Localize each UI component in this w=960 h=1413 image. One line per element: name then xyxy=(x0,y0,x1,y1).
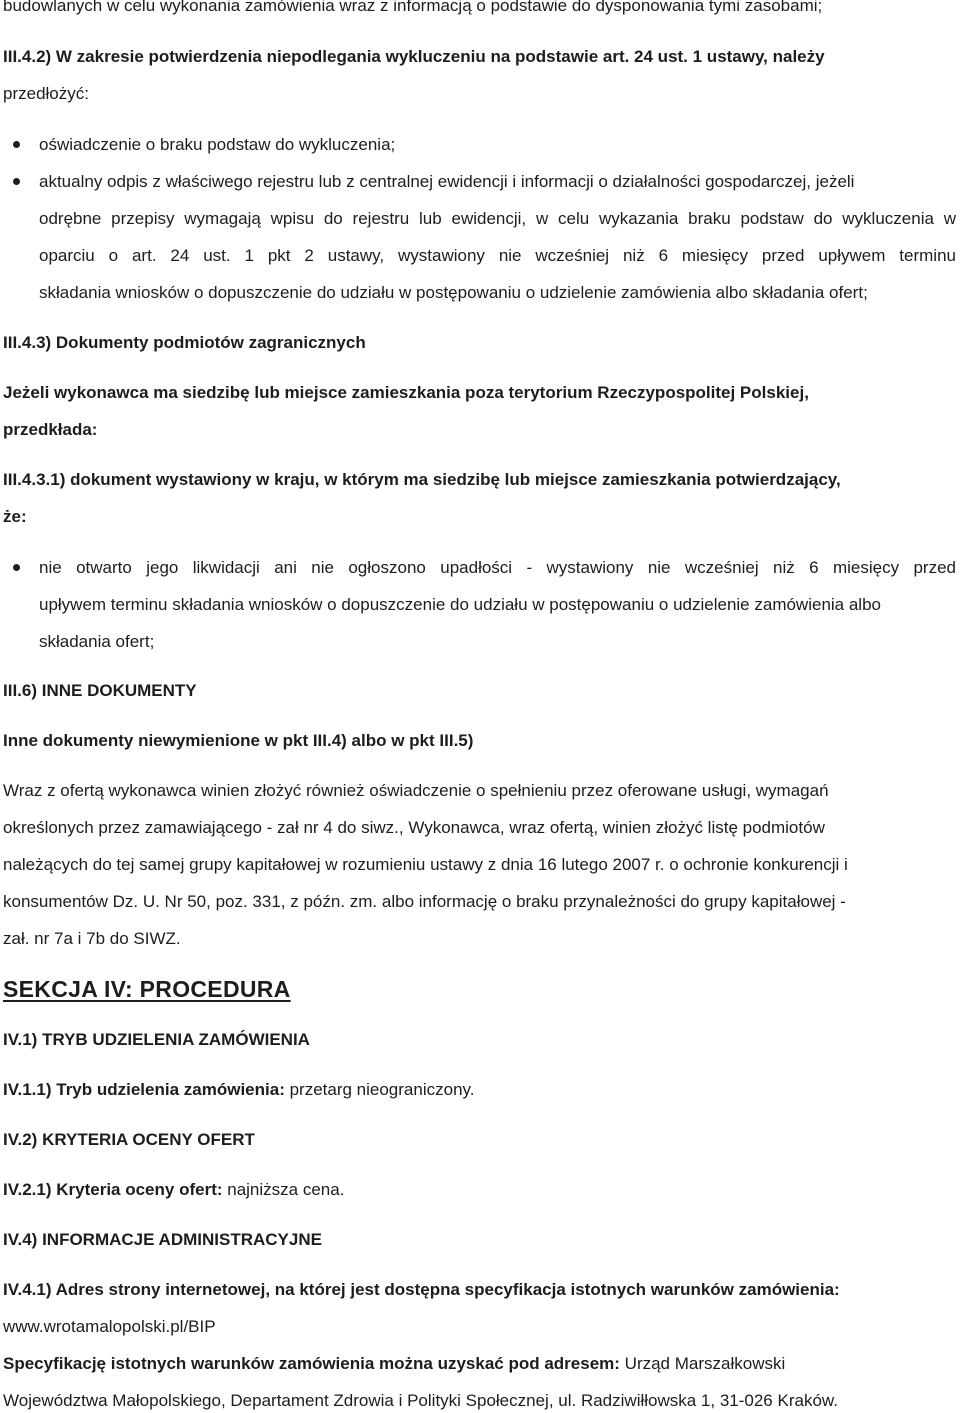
subsection-heading: Inne dokumenty niewymienione w pkt III.4) albo w pkt III.5) xyxy=(3,731,474,750)
labeled-line xyxy=(3,1353,956,1375)
url-text: www.wrotamalopolski.pl/BIP xyxy=(3,1317,216,1336)
field-value: Urząd Marszałkowski xyxy=(619,1354,786,1373)
text-line: konsumentów Dz. U. Nr 50, poz. 331, z późn. zm. albo informację o braku przynależności do grupy kapitałowej - xyxy=(3,892,846,911)
list-item-continuation: oparciu o art. 24 ust. 1 pkt 2 ustawy, wystawiony nie wcześniej niż 6 miesięcy przed upływem terminu xyxy=(39,246,956,265)
text-line: Wraz z ofertą wykonawca winien złożyć również oświadczenie o spełnieniu przez oferowane usługi, wymagań xyxy=(3,781,829,800)
labeled-line xyxy=(3,1179,956,1201)
text-line: budowlanych w celu wykonania zamówienia wraz z informacją o podstawie do dysponowania tymi zasobami; xyxy=(3,0,823,15)
list-item-continuation: składania ofert; xyxy=(39,632,155,651)
labeled-line xyxy=(3,1079,956,1101)
field-label: Specyfikację istotnych warunków zamówienia można uzyskać pod adresem: xyxy=(3,1354,620,1373)
section-heading: III.4.3) Dokumenty podmiotów zagranicznych xyxy=(3,333,366,352)
text-line: należących do tej samej grupy kapitałowej w rozumieniu ustawy z dnia 16 lutego 2007 r. o ochronie konkurencji i xyxy=(3,855,848,874)
bullet-icon xyxy=(13,564,20,571)
section-title: SEKCJA IV: PROCEDURA xyxy=(3,976,291,1002)
bold-paragraph: że: xyxy=(3,507,27,526)
bold-paragraph: Jeżeli wykonawca ma siedzibę lub miejsce zamieszkania poza terytorium Rzeczypospolitej Polskiej, xyxy=(3,383,809,402)
section-heading: IV.4) INFORMACJE ADMINISTRACYJNE xyxy=(3,1230,322,1249)
bullet-icon xyxy=(13,141,20,148)
list-item: aktualny odpis z właściwego rejestru lub z centralnej ewidencji i informacji o działalności gospodarczej, jeżeli xyxy=(39,172,855,191)
bold-paragraph: IV.4.1) Adres strony internetowej, na której jest dostępna specyfikacja istotnych warunków zamówienia: xyxy=(3,1280,840,1299)
text-line: Województwa Małopolskiego, Departament Zdrowia i Polityki Społecznej, ul. Radziwiłłowska 1, 31-026 Kraków. xyxy=(3,1391,838,1410)
list-item-continuation: upływem terminu składania wniosków o dopuszczenie do udziału w postępowaniu o udzielenie zamówienia albo xyxy=(39,595,881,614)
list-item-continuation: składania wniosków o dopuszczenie do udziału w postępowaniu o udzielenie zamówienia albo składania ofert; xyxy=(39,283,868,302)
bold-paragraph: III.4.3.1) dokument wystawiony w kraju, w którym ma siedzibę lub miejsce zamieszkania potwierdzający, xyxy=(3,470,841,489)
field-label: IV.2.1) Kryteria oceny ofert: xyxy=(3,1180,223,1199)
field-value: przetarg nieograniczony. xyxy=(284,1080,475,1099)
field-value: najniższa cena. xyxy=(222,1180,345,1199)
field-label: IV.1.1) Tryb udzielenia zamówienia: xyxy=(3,1080,285,1099)
list-item-continuation: odrębne przepisy wymagają wpisu do rejestru lub ewidencji, w celu wykazania braku podstaw do wykluczenia w xyxy=(39,209,956,228)
bullet-icon xyxy=(13,178,20,185)
text-line: określonych przez zamawiającego - zał nr 4 do siwz., Wykonawca, wraz ofertą, winien złożyć listę podmiotów xyxy=(3,818,825,837)
section-heading: IV.2) KRYTERIA OCENY OFERT xyxy=(3,1130,255,1149)
bold-paragraph: przedkłada: xyxy=(3,420,98,439)
text-line: przedłożyć: xyxy=(3,84,89,103)
text-line: zał. nr 7a i 7b do SIWZ. xyxy=(3,929,181,948)
section-heading: III.4.2) W zakresie potwierdzenia niepodlegania wykluczeniu na podstawie art. 24 ust. 1 ustawy, należy xyxy=(3,47,825,66)
list-item: nie otwarto jego likwidacji ani nie ogłoszono upadłości - wystawiony nie wcześniej niż 6 miesięcy przed xyxy=(39,558,956,577)
section-heading: IV.1) TRYB UDZIELENIA ZAMÓWIENIA xyxy=(3,1030,310,1049)
list-item: oświadczenie o braku podstaw do wykluczenia; xyxy=(39,135,396,154)
section-heading: III.6) INNE DOKUMENTY xyxy=(3,681,197,700)
